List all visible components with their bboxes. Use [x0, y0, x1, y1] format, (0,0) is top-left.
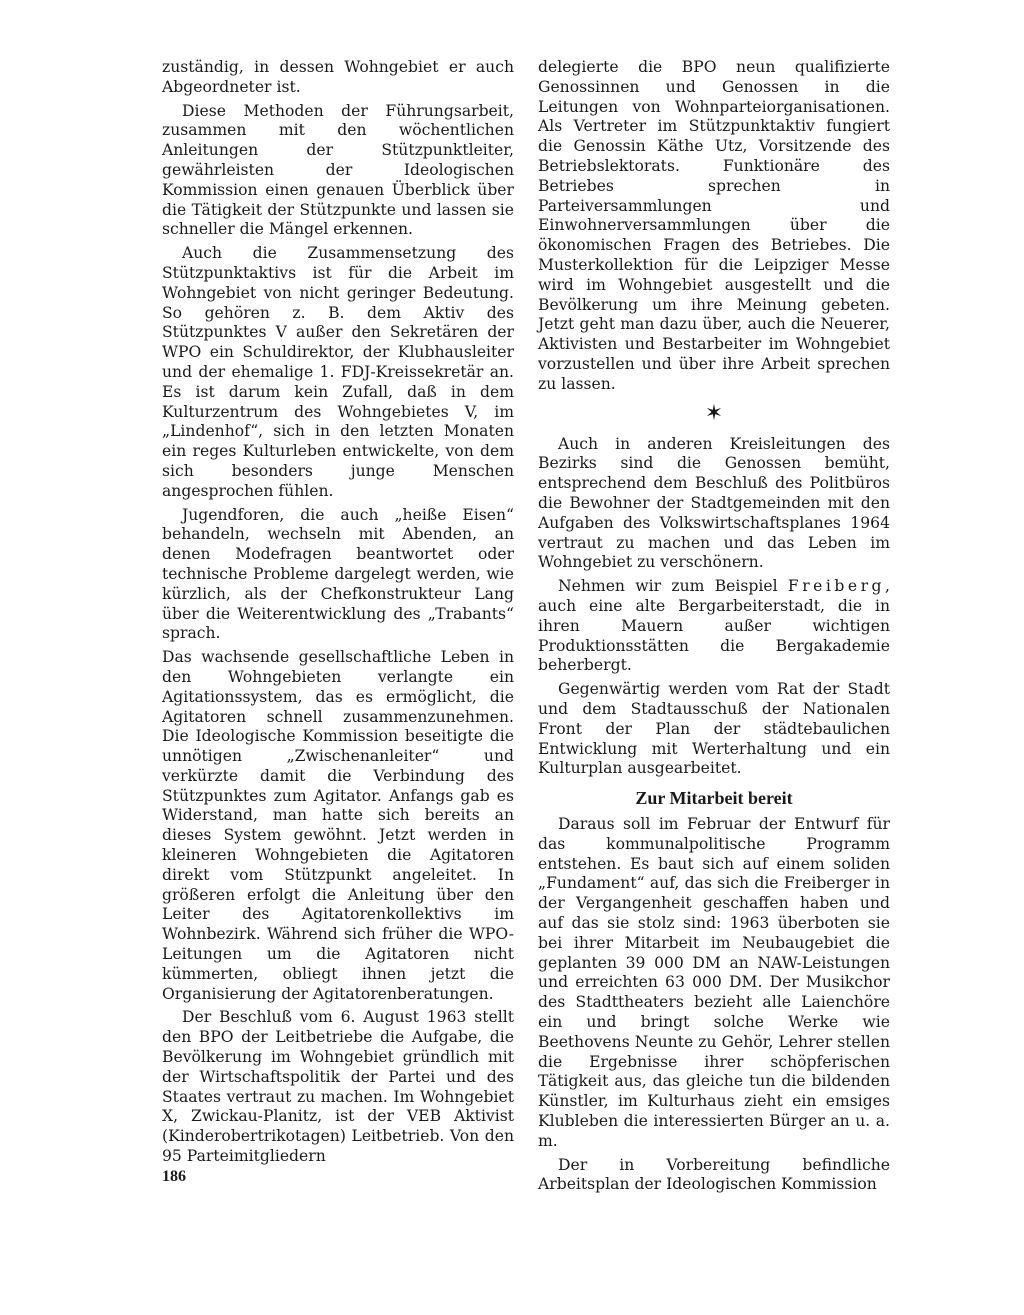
paragraph-work-plan: Der in Vorbereitung befindliche Arbeitsplan der Ideologischen Kommission [538, 1155, 890, 1194]
section-separator-star: ✶ [704, 400, 724, 426]
paragraph-city-plan: Gegenwärtig werden vom Rat der Stadt und dem Stadtausschuß der Nationalen Front der Plan der städtebaulichen Entwicklung mit Werterhaltung und ein Kulturplan ausgearbeitet. [538, 680, 890, 778]
paragraph-freiberg-text-after: , auch eine alte Bergarbeiterstadt, die in ihren Mauern außer wichtigen Produktionsstätten die Bergakademie beherbergt. [538, 577, 890, 675]
left-column [162, 58, 514, 1171]
paragraph-resolution-august: Der Beschluß vom 6. August 1963 stellt den BPO der Leitbetriebe die Aufgabe, die Bevölkerung im Wohngebiet gründlich mit der Wirtschaftspolitik der Partei und des Staates vertraut zu machen. Im Wohngebiet X, Zwickau-Planitz, ist der VEB Aktivist (Kinderobertrikotagen) Leitbetrieb. Von den 95 Parteimitgliedern [162, 1008, 514, 1166]
paragraph-activ-composition: Auch die Zusammensetzung des Stützpunktaktivs ist für die Arbeit im Wohngebiet von nicht geringer Bedeutung. So gehören z. B. dem Aktiv des Stützpunktes V außer den Sekretären der WPO ein Schuldirektor, der Klubhausleiter und der ehemalige 1. FDJ-Kreissekretär an. Es ist darum kein Zufall, daß in dem Kulturzentrum des Wohngebietes V, im „Lindenhof“, sich in den letzten Monaten ein reges Kulturleben entwickelte, von dem sich besonders junge Menschen angesprochen fühlen. [162, 244, 514, 500]
paragraph-february-draft: Daraus soll im Februar der Entwurf für das kommunalpolitische Programm entstehen. Es baut sich auf einem soliden „Fundament“ auf, das sich die Freiberger in der Vergangenheit geschaffen haben und auf das sie stolz sind: 1963 überboten sie bei ihrer Mitarbeit im Neubaugebiet die geplanten 39 000 DM an NAW-Leistungen und erreichten 63 000 DM. Der Musikchor des Stadttheaters bezieht alle Laienchöre ein und bringt solche Werke wie Beethovens Neunte zu Gehör, Lehrer stellen die Ergebnisse ihrer schöpferischen Tätigkeit aus, das gleiche tun die bildenden Künstler, im Kulturhaus zieht ein emsiges Klubleben die interessierten Bürger an u. a. m. [538, 815, 890, 1150]
paragraph-youth-forums: Jugendforen, die auch „heiße Eisen“ behandeln, wechseln mit Abenden, an denen Modefragen beantwortet oder technische Probleme dargelegt werden, wie kürzlich, als der Chefkonstrukteur Lang über die Weiterentwicklung des „Trabants“ sprach. [162, 505, 514, 643]
paragraph-delegation: delegierte die BPO neun qualifizierte Genossinnen und Genossen in die Leitungen von Wohnparteiorganisationen. Als Vertreter im Stützpunktaktiv fungiert die Genossin Käthe Utz, Vorsitzende des Betriebslektorats. Funktionäre des Betriebes sprechen in Parteiversammlungen und Einwohnerversammlungen über die ökonomischen Fragen des Betriebes. Die Musterkollektion für die Leipziger Messe wird im Wohngebiet ausgestellt und die Bevölkerung um ihre Meinung gebeten. Jetzt geht man dazu über, auch die Neuerer, Aktivisten und Bestarbeiter im Wohngebiet vorzustellen und über ihre Arbeit sprechen zu lassen. [538, 58, 890, 393]
paragraph-freiberg-example [538, 577, 890, 676]
city-name-freiberg: Freiberg [787, 577, 886, 596]
paragraph-other-districts: Auch in anderen Kreisleitungen des Bezirks sind die Genossen bemüht, entsprechend dem Beschluß des Politbüros die Bewohner der Stadtgemeinden mit den Aufgaben des Volkswirtschaftsplanes 1964 vertraut zu machen und das Leben im Wohngebiet zu verschönern. [538, 434, 890, 572]
paragraph-agitation-system: Das wachsende gesellschaftliche Leben in den Wohngebieten verlangte ein Agitationssystem, das es ermöglicht, die Agitatoren schnell zusammenzunehmen. Die Ideologische Kommission beseitigte die unnötigen „Zwischenanleiter“ und verkürzte damit die Verbindung des Stützpunktes zum Agitator. Anfangs gab es Widerstand, man hatte sich bereits an dieses System gewöhnt. Jetzt werden in kleineren Wohngebieten die Agitatoren direkt vom Stützpunkt angeleitet. In größeren erfolgt die Anleitung über den Leiter des Agitatorenkollektivs im Wohnbezirk. Während sich früher die WPO-Leitungen um die Agitatoren nicht kümmerten, obliegt ihnen jetzt die Organisierung der Agitatorenberatungen. [162, 648, 514, 1003]
paragraph-freiberg-text-before: Nehmen wir zum Beispiel [558, 577, 788, 596]
right-column [538, 58, 890, 1199]
page-number: 186 [162, 1168, 186, 1185]
paragraph-leadership-methods: Diese Methoden der Führungsarbeit, zusammen mit den wöchentlichen Anleitungen der Stützpunktleiter, gewährleisten der Ideologischen Kommission einen genauen Überblick über die Tätigkeit der Stützpunkte und lassen sie schneller die Mängel erkennen. [162, 101, 514, 239]
section-heading: Zur Mitarbeit bereit [635, 788, 793, 809]
paragraph-continued: zuständig, in dessen Wohngebiet er auch Abgeordneter ist. [162, 58, 514, 96]
